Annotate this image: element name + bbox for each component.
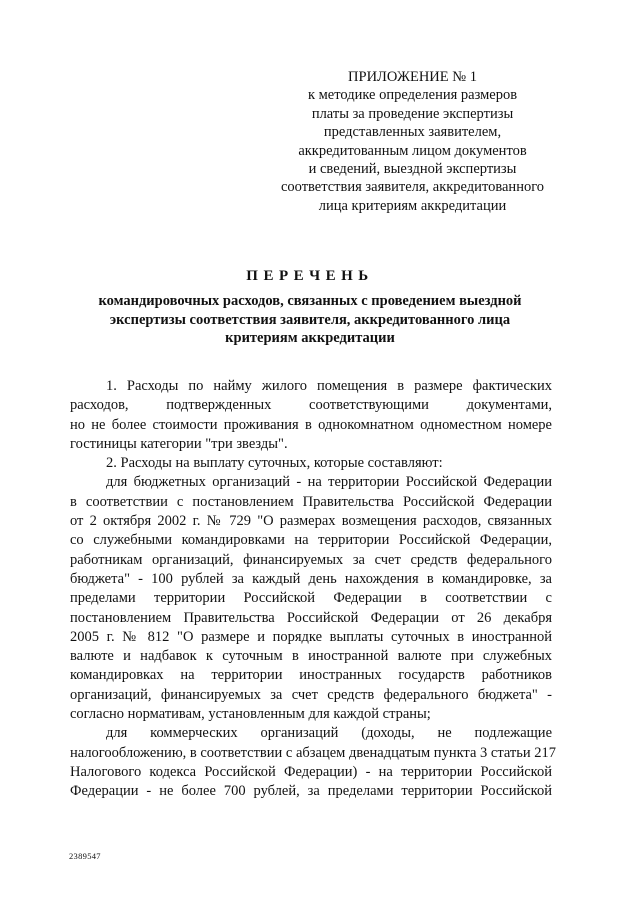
document-subtitle xyxy=(70,292,550,348)
body-line: от 2 октября 2002 г. № 729 "О размерах возмещения расходов, связанных xyxy=(70,513,552,530)
appendix-line: и сведений, выездной экспертизы xyxy=(308,161,517,178)
subtitle-line: командировочных расходов, связанных с проведением выездной xyxy=(98,293,522,309)
body-line: командировках на территории иностранных государств работников xyxy=(70,667,552,684)
body-line: гостиницы категории "три звезды". xyxy=(70,435,288,452)
subtitle-line: критериям аккредитации xyxy=(225,330,395,346)
body-line: 2. Расходы на выплату суточных, которые составляют: xyxy=(106,455,443,472)
body-line: для бюджетных организаций - на территории Российской Федерации xyxy=(106,474,552,491)
body-line: Налогового кодекса Российской Федерации) - на территории Российской xyxy=(70,763,552,780)
document-body xyxy=(70,377,556,802)
body-line: пределами территории Российской Федерации в соответствии с xyxy=(70,590,552,607)
appendix-line: платы за проведение экспертизы xyxy=(311,105,514,122)
document-title: ПЕРЕЧЕНЬ xyxy=(246,268,374,284)
body-line: Федерации - не более 700 рублей, за пределами территории Российской xyxy=(70,783,552,800)
appendix-line: лица критериям аккредитации xyxy=(318,197,507,214)
appendix-line: аккредитованным лицом документов xyxy=(298,142,527,159)
body-line: работникам организаций, финансируемых за счет средств федерального xyxy=(70,551,552,568)
body-line: налогообложению, в соответствии с абзацем двенадцатым пункта 3 статьи 217 xyxy=(70,744,556,761)
body-line: постановлением Правительства Российской Федерации от 26 декабря xyxy=(70,609,552,626)
body-line: для коммерческих организаций (доходы, не подлежащие xyxy=(106,725,552,742)
appendix-line: соответствия заявителя, аккредитованного xyxy=(280,179,545,196)
appendix-block xyxy=(270,68,555,215)
body-line: со служебными командировками на территории Российской Федерации, xyxy=(70,532,552,549)
body-line: бюджета" - 100 рублей за каждый день нахождения в командировке, за xyxy=(70,570,552,587)
document-id: 2389547 xyxy=(69,851,101,861)
appendix-line: представленных заявителем, xyxy=(323,124,502,141)
body-line: организаций, финансируемых за счет средств федерального бюджета" - xyxy=(70,686,552,703)
appendix-line: ПРИЛОЖЕНИЕ № 1 xyxy=(348,69,477,85)
body-line: согласно нормативам, установленным для каждой страны; xyxy=(70,706,431,723)
body-line: валюте и надбавок к суточным в иностранной валюте при служебных xyxy=(70,648,552,665)
subtitle-line: экспертизы соответствия заявителя, аккредитованного лица xyxy=(109,311,511,328)
body-line: 2005 г. № 812 "О размере и порядке выплаты суточных в иностранной xyxy=(70,628,552,645)
appendix-line: к методике определения размеров xyxy=(307,87,518,104)
body-line: в соответствии с постановлением Правительства Российской Федерации xyxy=(70,493,552,510)
body-line: но не более стоимости проживания в однокомнатном одноместном номере xyxy=(70,416,552,433)
body-line: расходов, подтвержденных соответствующими документами, xyxy=(70,397,552,414)
body-line: 1. Расходы по найму жилого помещения в размере фактических xyxy=(106,378,552,394)
